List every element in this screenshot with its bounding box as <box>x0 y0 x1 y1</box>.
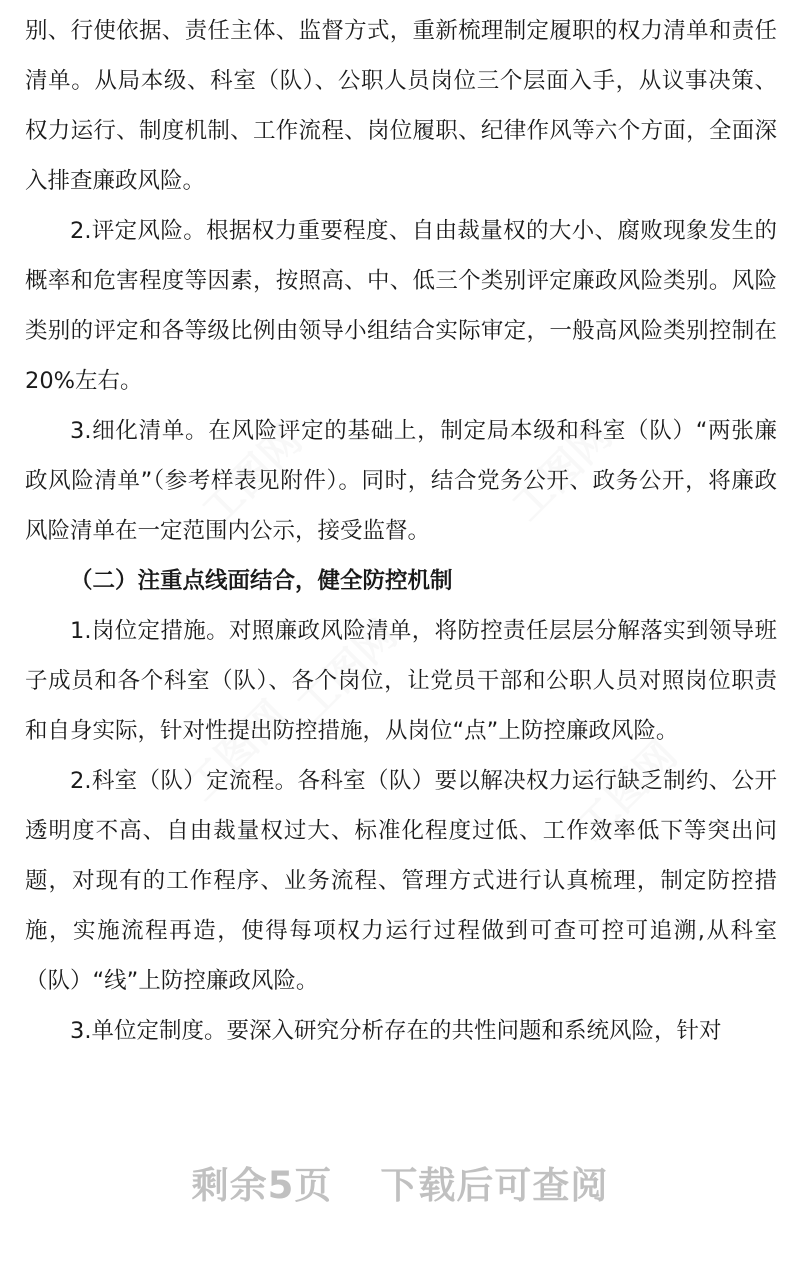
section-heading: （二）注重点线面结合，健全防控机制 <box>70 568 453 594</box>
paragraph-unit-system: 3.单位定制度。要深入研究分析存在的共性问题和系统风险，针对 <box>70 1018 722 1044</box>
paragraph-department-process: 2.科室（队）定流程。各科室（队）要以解决权力运行缺乏制约、公开透明度不高、自由裁量权过大、标准化程度过低、工作效率低下等突出问题，对现有的工作程序、业务流程、管理方式进行认真梳理，制定防控措施，实施流程再造，使得每项权力运行过程做到可查可控可追溯,从科室（队）“线”上防控廉政风险。 <box>25 768 777 994</box>
paragraph-refine-list: 3.细化清单。在风险评定的基础上，制定局本级和科室（队）“两张廉政风险清单”（参考样表见附件）。同时，结合党务公开、政务公开，将廉政风险清单在一定范围内公示，接受监督。 <box>25 418 777 544</box>
watermark-4: 工图网 <box>178 692 297 810</box>
watermark-3: 工图网 <box>288 612 407 730</box>
download-prompt-label[interactable]: 下载后可查阅 <box>380 1164 609 1207</box>
paragraph-evaluate-risk: 2.评定风险。根据权力重要程度、自由裁量权的大小、腐败现象发生的概率和危害程度等因素，按照高、中、低三个类别评定廉政风险类别。风险类别的评定和各等级比例由领导小组结合实际审定，一般高风险类别控制在 20%左右。 <box>25 218 777 394</box>
remaining-pages-label: 剩余5页 <box>191 1164 333 1207</box>
download-banner[interactable] <box>0 1155 800 1209</box>
document-body <box>25 6 777 1056</box>
paragraph-continuation: 别、行使依据、责任主体、监督方式，重新梳理制定履职的权力清单和责任清单。从局本级、科室（队）、公职人员岗位三个层面入手，从议事决策、权力运行、制度机制、工作流程、岗位履职、纪律作风等六个方面，全面深入排查廉政风险。 <box>25 18 777 194</box>
watermark-2: 工图网 <box>503 412 622 530</box>
paragraph-post-measures: 1.岗位定措施。对照廉政风险清单，将防控责任层层分解落实到领导班子成员和各个科室（队）、各个岗位，让党员干部和公职人员对照岗位职责和自身实际，针对性提出防控措施，从岗位“点”上防控廉政风险。 <box>25 618 777 744</box>
watermark-5: 工图网 <box>568 732 687 850</box>
watermark-1: 工图网 <box>193 417 312 535</box>
